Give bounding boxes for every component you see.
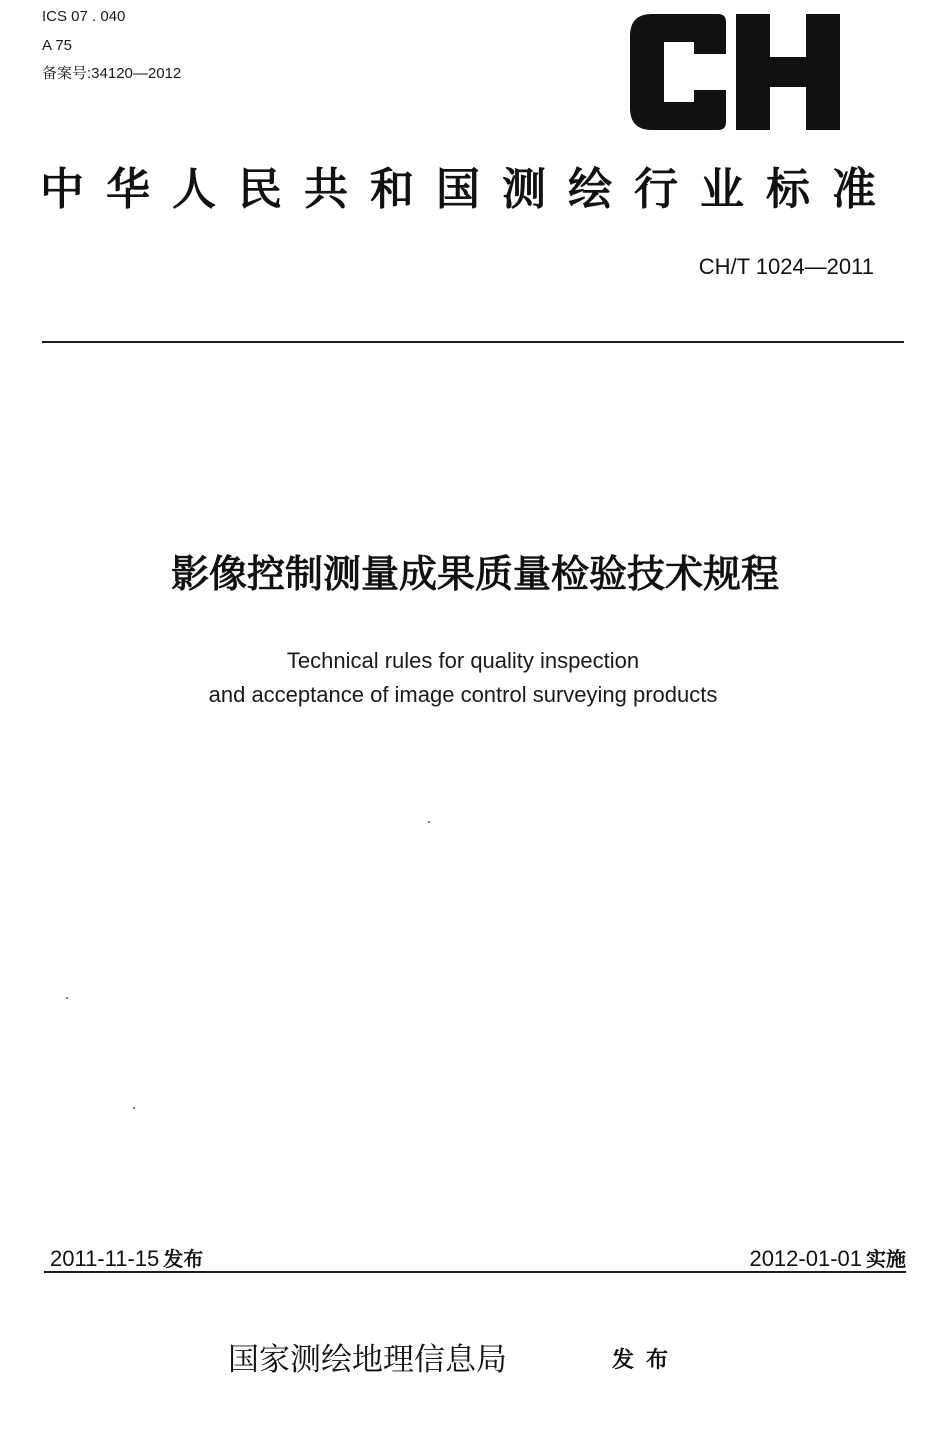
ch-logo [630,14,840,130]
effective-date [749,1245,906,1273]
document-title-cn: 影像控制测量成果质量检验技术规程 [170,552,779,596]
standard-title: 中华人民共和国测绘行业标准 [40,164,898,215]
effective-date-value: 2012-01-01 [749,1246,862,1271]
issue-label: 发布 [163,1247,204,1271]
classification-code: A 75 [42,37,73,54]
document-title-en-line2: and acceptance of image control surveying products [208,682,718,707]
issue-date [50,1245,203,1273]
document-title-en-line1: Technical rules for quality inspection [286,648,640,673]
header-rule [42,341,904,343]
scan-speck [66,997,68,999]
scan-speck [428,821,430,823]
effective-label: 实施 [866,1247,906,1271]
publish-label: 发布 [612,1348,681,1373]
issue-date-value: 2011-11-15 [50,1246,160,1271]
footer-rule [44,1271,906,1273]
publisher-name: 国家测绘地理信息局 [228,1342,507,1378]
standard-number: CH/T 1024—2011 [698,254,874,279]
ics-code: ICS 07 . 040 [42,8,126,25]
record-number: 备案号:34120—2012 [42,65,182,82]
scan-speck [133,1107,135,1109]
